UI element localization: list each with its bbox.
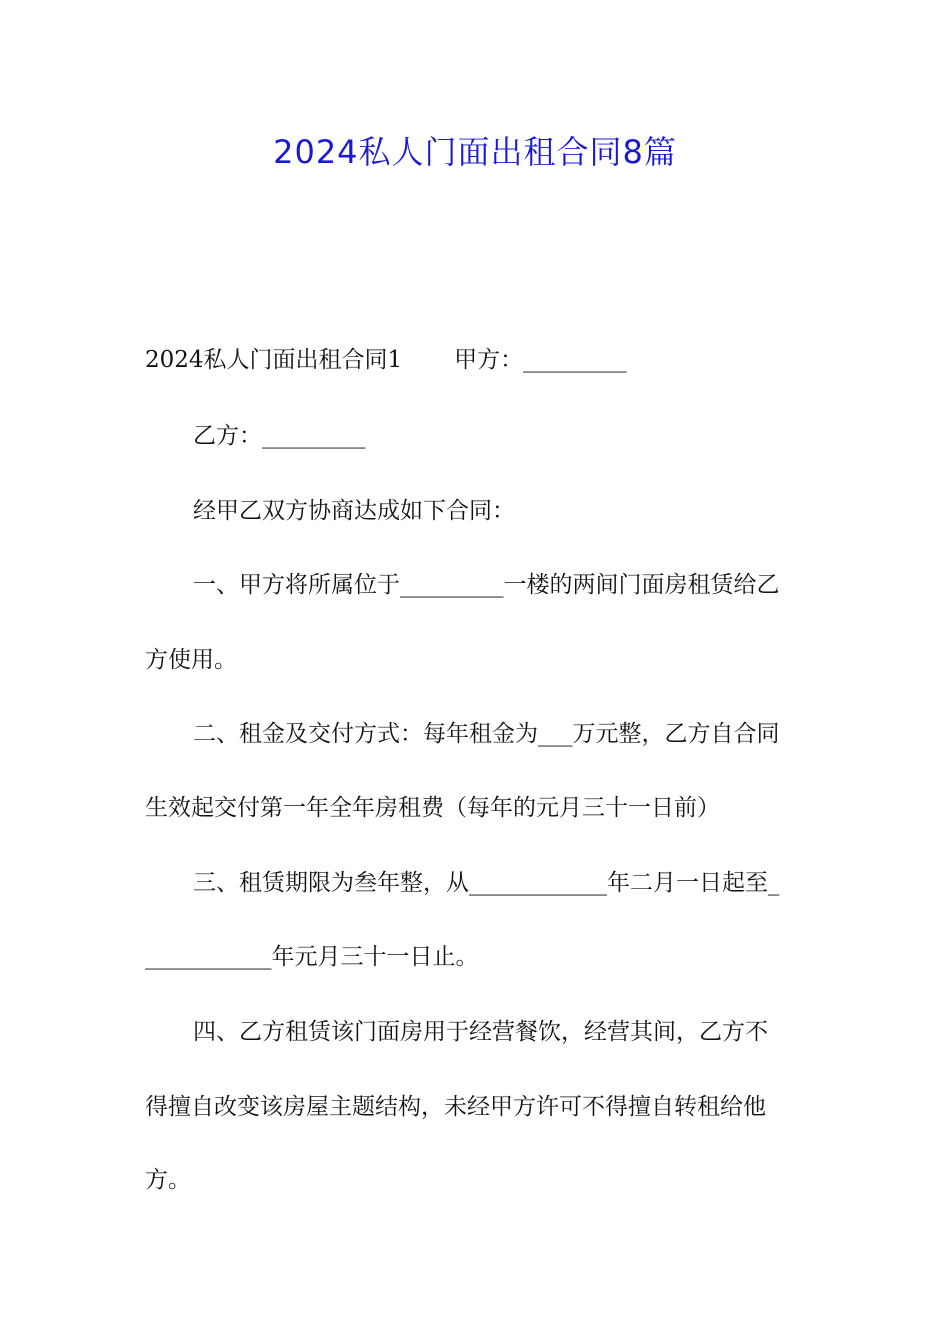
clause-4-line-2: 得擅自改变该房屋主题结构，未经甲方许可不得擅自转租给他	[145, 1094, 766, 1120]
clause-4-line-1: 四、乙方租赁该门面房用于经营餐饮，经营其间，乙方不	[193, 1019, 768, 1045]
document-title: 2024私人门面出租合同8篇	[273, 133, 677, 171]
clause-2-line-2: 生效起交付第一年全年房租费（每年的元月三十一日前）	[145, 795, 720, 821]
contract-heading-line	[145, 343, 810, 377]
clause-4-line-3: 方。	[145, 1167, 191, 1193]
clause-2-line-1: 二、租金及交付方式：每年租金为___万元整，乙方自合同	[193, 721, 780, 747]
clause-3-line-2: ___________年元月三十一日止。	[145, 944, 479, 970]
contract-subtitle: 2024私人门面出租合同1	[145, 347, 403, 373]
clause-1-line-2: 方使用。	[145, 647, 237, 673]
party-b-field: 乙方：_________	[193, 423, 366, 449]
party-a-field: 甲方：_________	[454, 347, 627, 373]
clause-1-line-1: 一、甲方将所属位于_________一楼的两间门面房租赁给乙	[193, 572, 780, 598]
clause-3-line-1: 三、租赁期限为叁年整，从____________年二月一日起至_	[193, 870, 780, 896]
paragraph-intro: 经甲乙双方协商达成如下合同：	[193, 498, 515, 524]
